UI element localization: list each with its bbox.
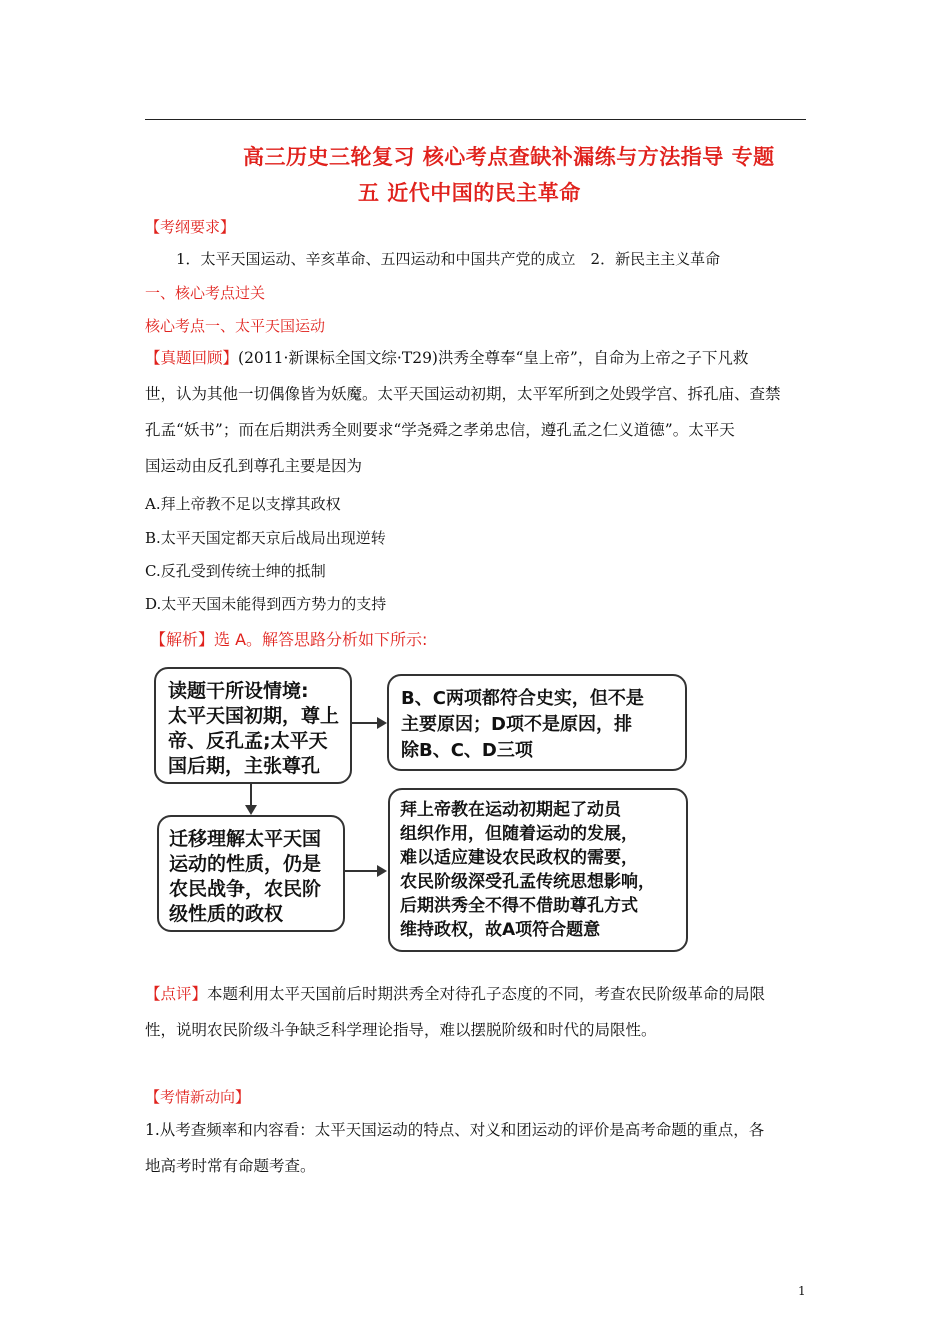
diagram-box-answer: 拜上帝教在运动初期起了动员 组织作用，但随着运动的发展， 难以适应建设农民政权的需要， 农民阶级深受孔孟传统思想影响， 后期洪秀全不得不借助尊孔方式 维持政权，故A项符合题意 <box>388 788 688 952</box>
question-block <box>145 340 815 484</box>
outline-items: 1．太平天国运动、辛亥革命、五四运动和中国共产党的成立 2．新民主主义革命 <box>176 250 721 268</box>
diagram-box-context: 读题干所设情境: 太平天国初期，尊上 帝、反孔孟;太平天 国后期，主张尊孔 <box>154 667 352 784</box>
trend-line1: 1.从考查频率和内容看：太平天国运动的特点、对义和团运动的评价是高考命题的重点，各 <box>145 1121 765 1139</box>
option-a: A.拜上帝教不足以支撑其政权 <box>145 495 341 513</box>
question-line2: 世，认为其他一切偶像皆为妖魔。太平天国运动初期，太平军所到之处毁学宫、拆孔庙、查禁 <box>145 385 781 403</box>
question-line1: (2011·新课标全国文综·T29)洪秀全尊奉“皇上帝”，自命为上帝之子下凡救 <box>238 349 749 367</box>
page-number: 1 <box>798 1284 806 1298</box>
trend-line2: 地高考时常有命题考查。 <box>145 1157 316 1175</box>
analysis-line <box>150 627 427 650</box>
comment-block <box>145 976 815 1048</box>
arrow-right-top-head <box>377 717 387 729</box>
option-b: B.太平天国定都天京后战局出现逆转 <box>145 529 386 547</box>
document-title-line1: 高三历史三轮复习 核心考点查缺补漏练与方法指导 专题 <box>243 144 775 169</box>
comment-line2: 性，说明农民阶级斗争缺乏科学理论指导，难以摆脱阶级和时代的局限性。 <box>145 1021 657 1039</box>
arrow-down-head <box>245 805 257 815</box>
option-d: D.太平天国未能得到西方势力的支持 <box>145 595 387 613</box>
topic-heading: 核心考点一、太平天国运动 <box>145 317 326 335</box>
analysis-text: 选 A。解答思路分析如下所示: <box>214 630 428 649</box>
section-heading: 一、核心考点过关 <box>145 284 266 302</box>
document-title-line2: 五 近代中国的民主革命 <box>358 180 581 205</box>
trend-heading: 【考情新动向】 <box>145 1088 251 1106</box>
question-line4: 国运动由反孔到尊孔主要是因为 <box>145 457 363 475</box>
question-label: 【真题回顾】 <box>145 349 239 367</box>
comment-line1: 本题利用太平天国前后时期洪秀全对待孔子态度的不同，考查农民阶级革命的局限 <box>207 985 766 1003</box>
comment-label: 【点评】 <box>145 985 208 1003</box>
trend-block <box>145 1112 815 1184</box>
header-rule <box>145 119 806 120</box>
option-c: C.反孔受到传统士绅的抵制 <box>145 562 326 580</box>
outline-heading: 【考纲要求】 <box>145 218 236 236</box>
arrow-right-top <box>352 722 378 724</box>
diagram-box-elimination: B、C两项都符合史实，但不是 主要原因；D项不是原因，排 除B、C、D三项 <box>387 674 687 771</box>
arrow-right-bottom <box>345 870 378 872</box>
analysis-label: 【解析】 <box>150 630 215 649</box>
arrow-right-bottom-head <box>377 865 387 877</box>
arrow-down <box>250 784 252 806</box>
diagram-box-nature: 迁移理解太平天国 运动的性质，仍是 农民战争，农民阶 级性质的政权 <box>157 815 345 932</box>
question-line3: 孔孟“妖书”；而在后期洪秀全则要求“学尧舜之孝弟忠信，遵孔孟之仁义道德”。太平天 <box>145 421 735 439</box>
